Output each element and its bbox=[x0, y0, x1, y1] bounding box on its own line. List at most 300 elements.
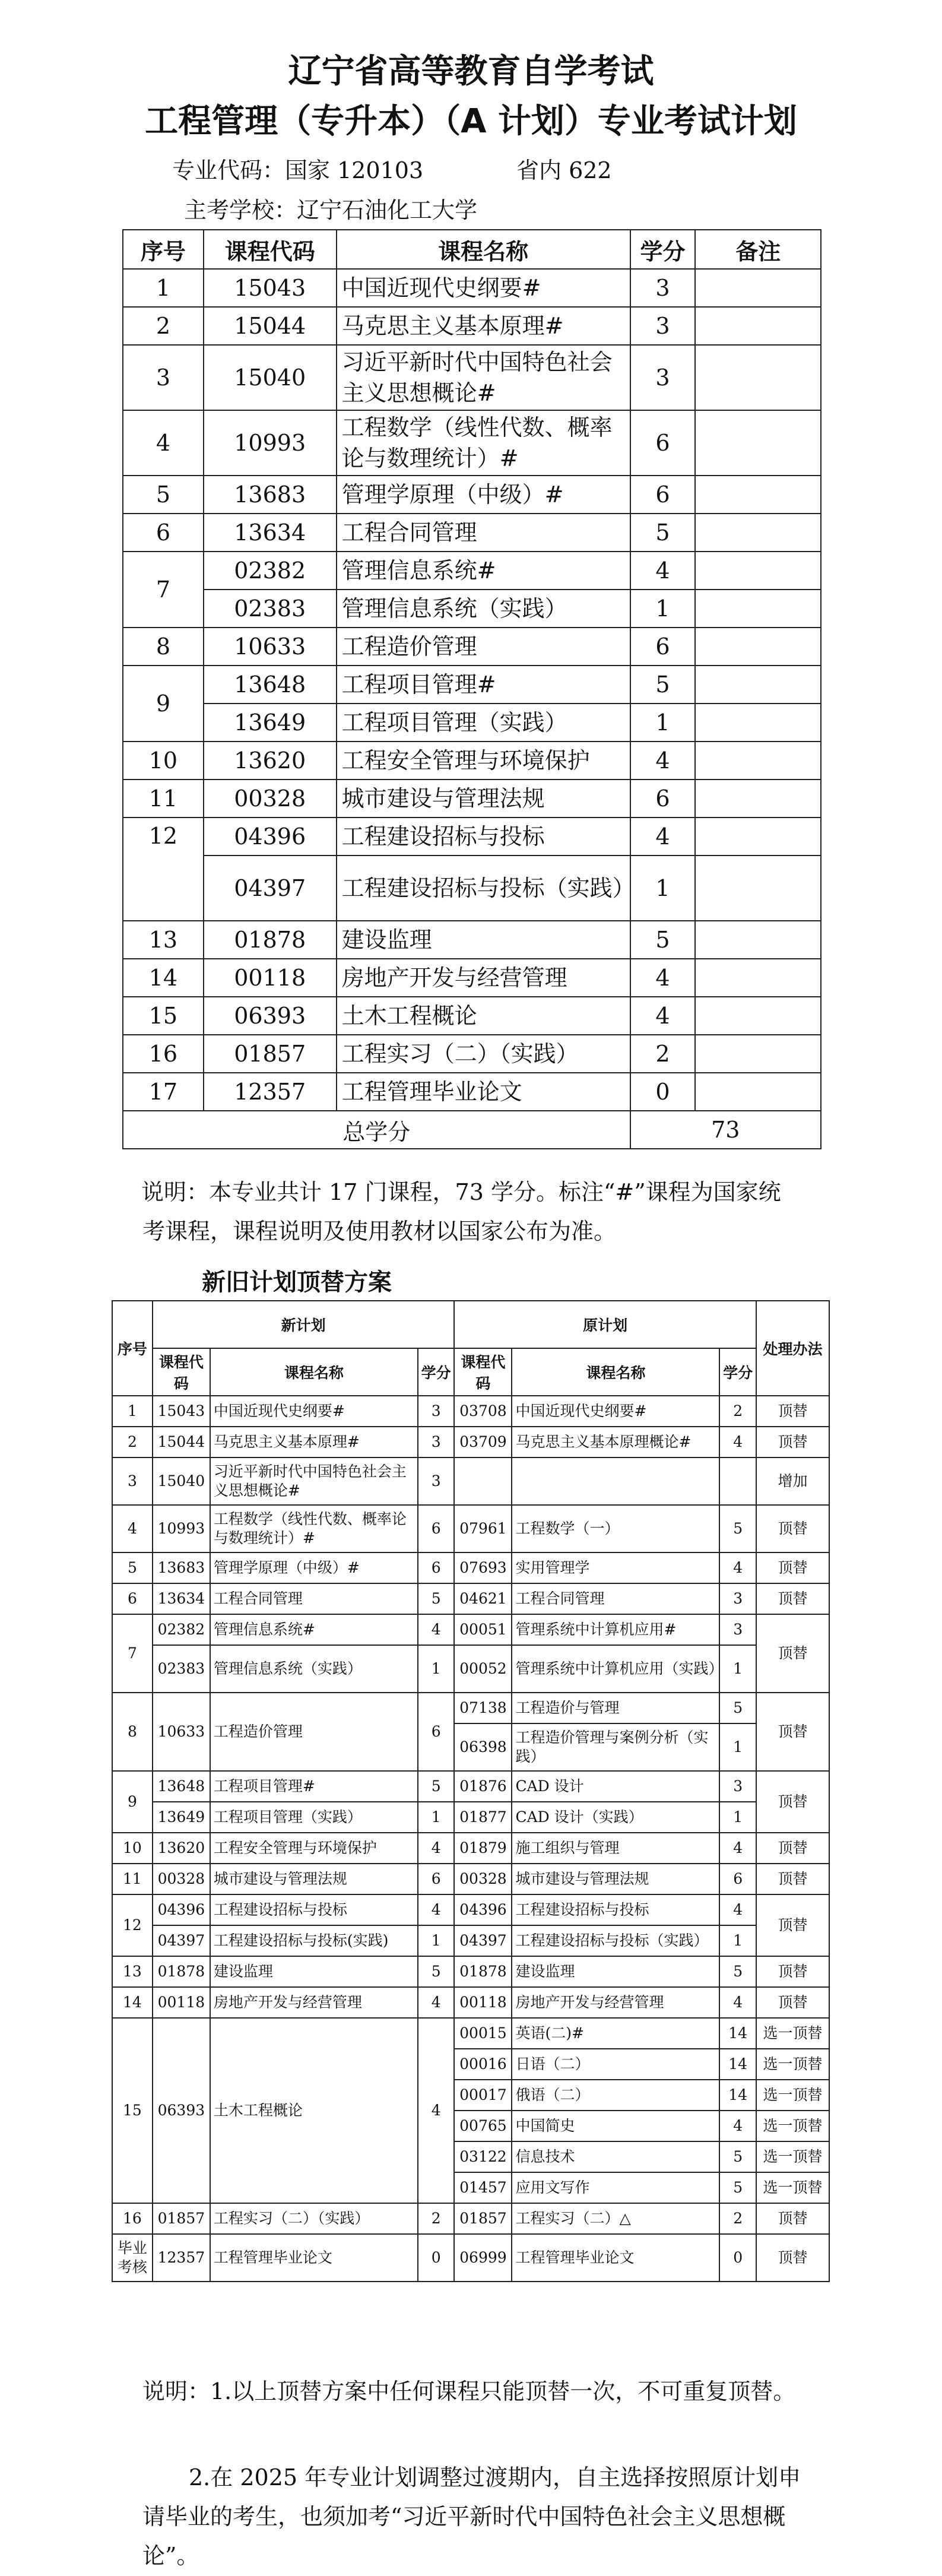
new-credit: 5 bbox=[418, 1583, 455, 1614]
old-name: 工程造价管理与案例分析（实践） bbox=[512, 1723, 719, 1771]
action: 选一顶替 bbox=[756, 2141, 829, 2172]
action: 顶替 bbox=[756, 1614, 829, 1693]
total-value: 73 bbox=[630, 1111, 821, 1149]
new-credit: 1 bbox=[418, 1802, 455, 1833]
table-row bbox=[123, 269, 821, 307]
row-remark bbox=[695, 780, 821, 818]
table-header-row bbox=[112, 1301, 829, 1348]
old-credit: 1 bbox=[719, 1925, 756, 1956]
old-code: 00765 bbox=[454, 2111, 512, 2141]
row-no: 17 bbox=[123, 1073, 204, 1111]
row-credit: 2 bbox=[630, 1035, 696, 1073]
new-code: 13649 bbox=[153, 1802, 210, 1833]
old-credit: 5 bbox=[719, 1505, 756, 1552]
action: 顶替 bbox=[756, 1552, 829, 1583]
row-name: 工程安全管理与环境保护 bbox=[337, 742, 630, 780]
old-code: 06398 bbox=[454, 1723, 512, 1771]
row-no: 10 bbox=[112, 1833, 153, 1864]
new-code: 04397 bbox=[153, 1925, 210, 1956]
row-remark bbox=[695, 742, 821, 780]
new-code: 02382 bbox=[153, 1614, 210, 1645]
row-credit: 4 bbox=[630, 818, 696, 856]
new-code: 13634 bbox=[153, 1583, 210, 1614]
table-row bbox=[123, 742, 821, 780]
table-row bbox=[123, 1073, 821, 1111]
table-row bbox=[112, 2234, 829, 2282]
old-code: 03708 bbox=[454, 1396, 512, 1427]
table-row bbox=[112, 1833, 829, 1864]
row-name: 工程数学（线性代数、概率论与数理统计）# bbox=[337, 410, 630, 476]
replacement-table bbox=[112, 1300, 830, 2282]
old-name: 中国近现代史纲要# bbox=[512, 1396, 719, 1427]
row-no: 7 bbox=[123, 552, 204, 628]
action: 顶替 bbox=[756, 1583, 829, 1614]
old-code: 00017 bbox=[454, 2080, 512, 2111]
new-name: 工程管理毕业论文 bbox=[210, 2234, 418, 2282]
old-name: CAD 设计（实践） bbox=[512, 1802, 719, 1833]
old-code: 03122 bbox=[454, 2141, 512, 2172]
new-credit: 5 bbox=[418, 1956, 455, 1987]
action: 选一顶替 bbox=[756, 2172, 829, 2203]
row-remark bbox=[695, 514, 821, 552]
old-code: 04621 bbox=[454, 1583, 512, 1614]
new-name: 工程项目管理（实践） bbox=[210, 1802, 418, 1833]
row-remark bbox=[695, 590, 821, 628]
row-code: 13620 bbox=[204, 742, 337, 780]
new-name: 习近平新时代中国特色社会主义思想概论# bbox=[210, 1457, 418, 1505]
old-name: 俄语（二） bbox=[512, 2080, 719, 2111]
major-code: 专业代码：国家 120103 bbox=[172, 157, 424, 183]
total-label: 总学分 bbox=[123, 1111, 630, 1149]
row-remark bbox=[695, 921, 821, 959]
province-code: 省内 622 bbox=[516, 157, 612, 183]
old-name: 管理系统中计算机应用（实践） bbox=[512, 1645, 719, 1693]
new-credit: 5 bbox=[418, 1771, 455, 1802]
row-credit: 4 bbox=[630, 959, 696, 997]
row-no: 2 bbox=[123, 307, 204, 345]
old-name: 城市建设与管理法规 bbox=[512, 1864, 719, 1894]
row-credit: 3 bbox=[630, 307, 696, 345]
action: 顶替 bbox=[756, 1505, 829, 1552]
new-name: 管理学原理（中级）# bbox=[210, 1552, 418, 1583]
table-row bbox=[112, 1505, 829, 1552]
old-code: 01857 bbox=[454, 2203, 512, 2234]
row-credit: 1 bbox=[630, 704, 696, 742]
new-name: 管理信息系统（实践） bbox=[210, 1645, 418, 1693]
row-no: 11 bbox=[112, 1864, 153, 1894]
new-name: 工程项目管理# bbox=[210, 1771, 418, 1802]
new-code: 13648 bbox=[153, 1771, 210, 1802]
row-code: 02383 bbox=[204, 590, 337, 628]
new-name: 房地产开发与经营管理 bbox=[210, 1987, 418, 2018]
row-name: 工程实习（二）（实践） bbox=[337, 1035, 630, 1073]
row-credit: 5 bbox=[630, 514, 696, 552]
old-credit: 3 bbox=[719, 1771, 756, 1802]
row-code: 04396 bbox=[204, 818, 337, 856]
old-name: 日语（二） bbox=[512, 2049, 719, 2080]
row-no: 12 bbox=[123, 818, 204, 921]
old-code: 00052 bbox=[454, 1645, 512, 1693]
row-no: 5 bbox=[123, 476, 204, 514]
row-remark bbox=[695, 704, 821, 742]
table-row bbox=[123, 997, 821, 1035]
old-credit: 2 bbox=[719, 2203, 756, 2234]
row-no: 6 bbox=[123, 514, 204, 552]
old-credit: 2 bbox=[719, 1396, 756, 1427]
table-row bbox=[123, 628, 821, 666]
row-code: 15040 bbox=[204, 345, 337, 410]
old-credit: 1 bbox=[719, 1723, 756, 1771]
table-row bbox=[123, 476, 821, 514]
row-code: 13648 bbox=[204, 666, 337, 704]
table-row bbox=[123, 856, 821, 921]
section-heading: 新旧计划顶替方案 bbox=[202, 1269, 392, 1296]
table-row bbox=[112, 1645, 829, 1693]
table-row bbox=[112, 1396, 829, 1427]
old-code: 01457 bbox=[454, 2172, 512, 2203]
exam-plan-table bbox=[122, 229, 822, 1149]
row-credit: 6 bbox=[630, 780, 696, 818]
row-name: 工程造价管理 bbox=[337, 628, 630, 666]
table-row bbox=[123, 1035, 821, 1073]
row-no: 毕业考核 bbox=[112, 2234, 153, 2282]
old-name: 工程管理毕业论文 bbox=[512, 2234, 719, 2282]
row-credit: 0 bbox=[630, 1073, 696, 1111]
new-code: 13683 bbox=[153, 1552, 210, 1583]
row-name: 土木工程概论 bbox=[337, 997, 630, 1035]
new-credit: 2 bbox=[418, 2203, 455, 2234]
row-no: 1 bbox=[112, 1396, 153, 1427]
new-credit: 4 bbox=[418, 1894, 455, 1925]
row-no: 5 bbox=[112, 1552, 153, 1583]
old-name: 工程合同管理 bbox=[512, 1583, 719, 1614]
old-name: 工程建设招标与投标 bbox=[512, 1894, 719, 1925]
row-remark bbox=[695, 269, 821, 307]
old-credit: 4 bbox=[719, 1427, 756, 1457]
new-name: 工程造价管理 bbox=[210, 1693, 418, 1771]
row-name: 工程项目管理（实践） bbox=[337, 704, 630, 742]
row-no: 3 bbox=[123, 345, 204, 410]
table-row bbox=[112, 1802, 829, 1833]
table-row bbox=[112, 1987, 829, 2018]
old-credit: 6 bbox=[719, 1864, 756, 1894]
row-no: 1 bbox=[123, 269, 204, 307]
action: 顶替 bbox=[756, 1894, 829, 1956]
table-row bbox=[112, 1864, 829, 1894]
row-remark bbox=[695, 552, 821, 590]
table-row bbox=[112, 2018, 829, 2049]
new-credit: 3 bbox=[418, 1396, 455, 1427]
row-no: 3 bbox=[112, 1457, 153, 1505]
old-code: 00118 bbox=[454, 1987, 512, 2018]
row-credit: 4 bbox=[630, 997, 696, 1035]
row-name: 工程合同管理 bbox=[337, 514, 630, 552]
action: 增加 bbox=[756, 1457, 829, 1505]
old-credit: 3 bbox=[719, 1583, 756, 1614]
header-code: 课程代码 bbox=[204, 230, 337, 269]
table-row bbox=[123, 590, 821, 628]
new-name: 建设监理 bbox=[210, 1956, 418, 1987]
old-credit: 0 bbox=[719, 2234, 756, 2282]
new-credit: 4 bbox=[418, 1987, 455, 2018]
new-code: 15040 bbox=[153, 1457, 210, 1505]
old-name: 英语(二)# bbox=[512, 2018, 719, 2049]
new-name: 工程合同管理 bbox=[210, 1583, 418, 1614]
row-code: 06393 bbox=[204, 997, 337, 1035]
action: 选一顶替 bbox=[756, 2018, 829, 2049]
new-credit: 6 bbox=[418, 1552, 455, 1583]
table-row bbox=[123, 818, 821, 856]
table-row bbox=[112, 1956, 829, 1987]
action: 顶替 bbox=[756, 1987, 829, 2018]
plan-note: 说明：本专业共计 17 门课程，73 学分。标注“#”课程为国家统考课程，课程说明及使用教材以国家公布为准。 bbox=[141, 1179, 781, 1244]
old-name: 应用文写作 bbox=[512, 2172, 719, 2203]
row-code: 10993 bbox=[204, 410, 337, 476]
new-credit: 3 bbox=[418, 1457, 455, 1505]
row-remark bbox=[695, 666, 821, 704]
table-row bbox=[112, 1693, 829, 1723]
new-credit: 0 bbox=[418, 2234, 455, 2282]
header-new-name: 课程名称 bbox=[210, 1348, 418, 1396]
row-no: 13 bbox=[112, 1956, 153, 1987]
old-name: CAD 设计 bbox=[512, 1771, 719, 1802]
action: 选一顶替 bbox=[756, 2080, 829, 2111]
new-code: 00118 bbox=[153, 1987, 210, 2018]
replacement-note-1: 说明：1.以上顶替方案中任何课程只能顶替一次，不可重复顶替。 bbox=[142, 2378, 796, 2404]
action: 顶替 bbox=[756, 2234, 829, 2282]
new-code: 04396 bbox=[153, 1894, 210, 1925]
new-name: 中国近现代史纲要# bbox=[210, 1396, 418, 1427]
row-code: 01857 bbox=[204, 1035, 337, 1073]
action: 顶替 bbox=[756, 1396, 829, 1427]
new-code: 15044 bbox=[153, 1427, 210, 1457]
header-new-credit: 学分 bbox=[418, 1348, 455, 1396]
new-name: 工程数学（线性代数、概率论与数理统计）# bbox=[210, 1505, 418, 1552]
row-no: 9 bbox=[123, 666, 204, 742]
table-row bbox=[123, 780, 821, 818]
new-credit: 3 bbox=[418, 1427, 455, 1457]
table-row bbox=[123, 345, 821, 410]
row-no: 8 bbox=[112, 1693, 153, 1771]
table-row bbox=[112, 1894, 829, 1925]
table-row bbox=[123, 666, 821, 704]
row-name: 房地产开发与经营管理 bbox=[337, 959, 630, 997]
new-code: 06393 bbox=[153, 2018, 210, 2203]
row-name: 工程建设招标与投标（实践） bbox=[337, 856, 630, 921]
new-credit: 4 bbox=[418, 2018, 455, 2203]
new-credit: 6 bbox=[418, 1864, 455, 1894]
old-credit: 3 bbox=[719, 1614, 756, 1645]
old-name bbox=[512, 1457, 719, 1505]
row-no: 11 bbox=[123, 780, 204, 818]
header-action: 处理办法 bbox=[756, 1301, 829, 1396]
header-old-code: 课程代码 bbox=[454, 1348, 512, 1396]
replacement-note-2: 2.在 2025 年专业计划调整过渡期内，自主选择按照原计划申请毕业的考生，也须加考“习近平新时代中国特色社会主义思想概论”。 bbox=[142, 2464, 801, 2569]
old-credit bbox=[719, 1457, 756, 1505]
row-credit: 6 bbox=[630, 628, 696, 666]
header-old-name: 课程名称 bbox=[512, 1348, 719, 1396]
row-code: 15044 bbox=[204, 307, 337, 345]
row-remark bbox=[695, 1035, 821, 1073]
old-code: 00016 bbox=[454, 2049, 512, 2080]
header-old-credit: 学分 bbox=[719, 1348, 756, 1396]
old-credit: 4 bbox=[719, 1894, 756, 1925]
new-code: 15043 bbox=[153, 1396, 210, 1427]
row-code: 15043 bbox=[204, 269, 337, 307]
old-credit: 4 bbox=[719, 1987, 756, 2018]
old-name: 房地产开发与经营管理 bbox=[512, 1987, 719, 2018]
row-remark bbox=[695, 997, 821, 1035]
old-credit: 5 bbox=[719, 1956, 756, 1987]
old-name: 工程建设招标与投标（实践） bbox=[512, 1925, 719, 1956]
row-code: 00118 bbox=[204, 959, 337, 997]
row-credit: 5 bbox=[630, 921, 696, 959]
row-name: 习近平新时代中国特色社会主义思想概论# bbox=[337, 345, 630, 410]
header-old-plan: 原计划 bbox=[454, 1301, 756, 1348]
new-credit: 1 bbox=[418, 1925, 455, 1956]
table-row bbox=[112, 2203, 829, 2234]
header-new-plan: 新计划 bbox=[153, 1301, 455, 1348]
old-code: 07138 bbox=[454, 1693, 512, 1723]
row-code: 04397 bbox=[204, 856, 337, 921]
row-no: 10 bbox=[123, 742, 204, 780]
row-remark bbox=[695, 345, 821, 410]
old-code: 04397 bbox=[454, 1925, 512, 1956]
row-no: 14 bbox=[123, 959, 204, 997]
row-name: 中国近现代史纲要# bbox=[337, 269, 630, 307]
row-no: 4 bbox=[123, 410, 204, 476]
row-name: 工程管理毕业论文 bbox=[337, 1073, 630, 1111]
old-code bbox=[454, 1457, 512, 1505]
row-remark bbox=[695, 856, 821, 921]
header-no: 序号 bbox=[123, 230, 204, 269]
row-no: 2 bbox=[112, 1427, 153, 1457]
new-name: 马克思主义基本原理# bbox=[210, 1427, 418, 1457]
old-code: 07693 bbox=[454, 1552, 512, 1583]
old-credit: 14 bbox=[719, 2018, 756, 2049]
row-code: 13683 bbox=[204, 476, 337, 514]
table-row bbox=[112, 1552, 829, 1583]
row-no: 14 bbox=[112, 1987, 153, 2018]
table-row bbox=[123, 514, 821, 552]
row-name: 马克思主义基本原理# bbox=[337, 307, 630, 345]
old-credit: 4 bbox=[719, 2111, 756, 2141]
table-row bbox=[123, 704, 821, 742]
page-title: 辽宁省高等教育自学考试 bbox=[288, 52, 654, 91]
header-name: 课程名称 bbox=[337, 230, 630, 269]
row-credit: 4 bbox=[630, 742, 696, 780]
row-no: 9 bbox=[112, 1771, 153, 1833]
row-no: 16 bbox=[123, 1035, 204, 1073]
row-no: 12 bbox=[112, 1894, 153, 1956]
old-code: 06999 bbox=[454, 2234, 512, 2282]
old-credit: 5 bbox=[719, 2141, 756, 2172]
old-name: 信息技术 bbox=[512, 2141, 719, 2172]
header-new-code: 课程代码 bbox=[153, 1348, 210, 1396]
new-credit: 4 bbox=[418, 1614, 455, 1645]
header-no: 序号 bbox=[112, 1301, 153, 1396]
host-school: 主考学校：辽宁石油化工大学 bbox=[184, 197, 478, 223]
old-name: 工程数学（一） bbox=[512, 1505, 719, 1552]
action: 选一顶替 bbox=[756, 2049, 829, 2080]
row-code: 10633 bbox=[204, 628, 337, 666]
old-credit: 1 bbox=[719, 1802, 756, 1833]
row-credit: 1 bbox=[630, 856, 696, 921]
old-credit: 14 bbox=[719, 2049, 756, 2080]
old-code: 00328 bbox=[454, 1864, 512, 1894]
row-no: 6 bbox=[112, 1583, 153, 1614]
old-name: 工程实习（二）△ bbox=[512, 2203, 719, 2234]
action: 顶替 bbox=[756, 1833, 829, 1864]
new-credit: 1 bbox=[418, 1645, 455, 1693]
old-name: 中国简史 bbox=[512, 2111, 719, 2141]
action: 选一顶替 bbox=[756, 2111, 829, 2141]
old-credit: 5 bbox=[719, 2172, 756, 2203]
row-remark bbox=[695, 959, 821, 997]
new-code: 01878 bbox=[153, 1956, 210, 1987]
new-credit: 4 bbox=[418, 1833, 455, 1864]
row-name: 管理信息系统# bbox=[337, 552, 630, 590]
new-name: 工程建设招标与投标 bbox=[210, 1894, 418, 1925]
new-code: 13620 bbox=[153, 1833, 210, 1864]
old-code: 01879 bbox=[454, 1833, 512, 1864]
row-remark bbox=[695, 410, 821, 476]
action: 顶替 bbox=[756, 1427, 829, 1457]
old-code: 00015 bbox=[454, 2018, 512, 2049]
row-no: 16 bbox=[112, 2203, 153, 2234]
row-remark bbox=[695, 307, 821, 345]
row-code: 01878 bbox=[204, 921, 337, 959]
new-name: 土木工程概论 bbox=[210, 2018, 418, 2203]
row-credit: 3 bbox=[630, 269, 696, 307]
new-name: 工程实习（二）（实践） bbox=[210, 2203, 418, 2234]
table-header-row bbox=[123, 230, 821, 269]
table-subheader-row bbox=[112, 1348, 829, 1396]
row-no: 8 bbox=[123, 628, 204, 666]
table-row bbox=[112, 1925, 829, 1956]
row-credit: 1 bbox=[630, 590, 696, 628]
new-code: 02383 bbox=[153, 1645, 210, 1693]
new-code: 01857 bbox=[153, 2203, 210, 2234]
row-code: 00328 bbox=[204, 780, 337, 818]
new-credit: 6 bbox=[418, 1693, 455, 1771]
table-row bbox=[123, 959, 821, 997]
row-name: 工程建设招标与投标 bbox=[337, 818, 630, 856]
old-name: 工程造价与管理 bbox=[512, 1693, 719, 1723]
row-name: 工程项目管理# bbox=[337, 666, 630, 704]
row-name: 管理学原理（中级）# bbox=[337, 476, 630, 514]
old-code: 01878 bbox=[454, 1956, 512, 1987]
old-name: 实用管理学 bbox=[512, 1552, 719, 1583]
table-row bbox=[123, 921, 821, 959]
old-credit: 1 bbox=[719, 1645, 756, 1693]
row-code: 12357 bbox=[204, 1073, 337, 1111]
table-row bbox=[123, 410, 821, 476]
header-credit: 学分 bbox=[630, 230, 696, 269]
old-name: 施工组织与管理 bbox=[512, 1833, 719, 1864]
row-credit: 6 bbox=[630, 476, 696, 514]
old-code: 01876 bbox=[454, 1771, 512, 1802]
old-code: 00051 bbox=[454, 1614, 512, 1645]
action: 顶替 bbox=[756, 1693, 829, 1771]
row-no: 13 bbox=[123, 921, 204, 959]
new-code: 00328 bbox=[153, 1864, 210, 1894]
old-name: 建设监理 bbox=[512, 1956, 719, 1987]
row-credit: 4 bbox=[630, 552, 696, 590]
row-no: 4 bbox=[112, 1505, 153, 1552]
row-credit: 5 bbox=[630, 666, 696, 704]
old-credit: 14 bbox=[719, 2080, 756, 2111]
